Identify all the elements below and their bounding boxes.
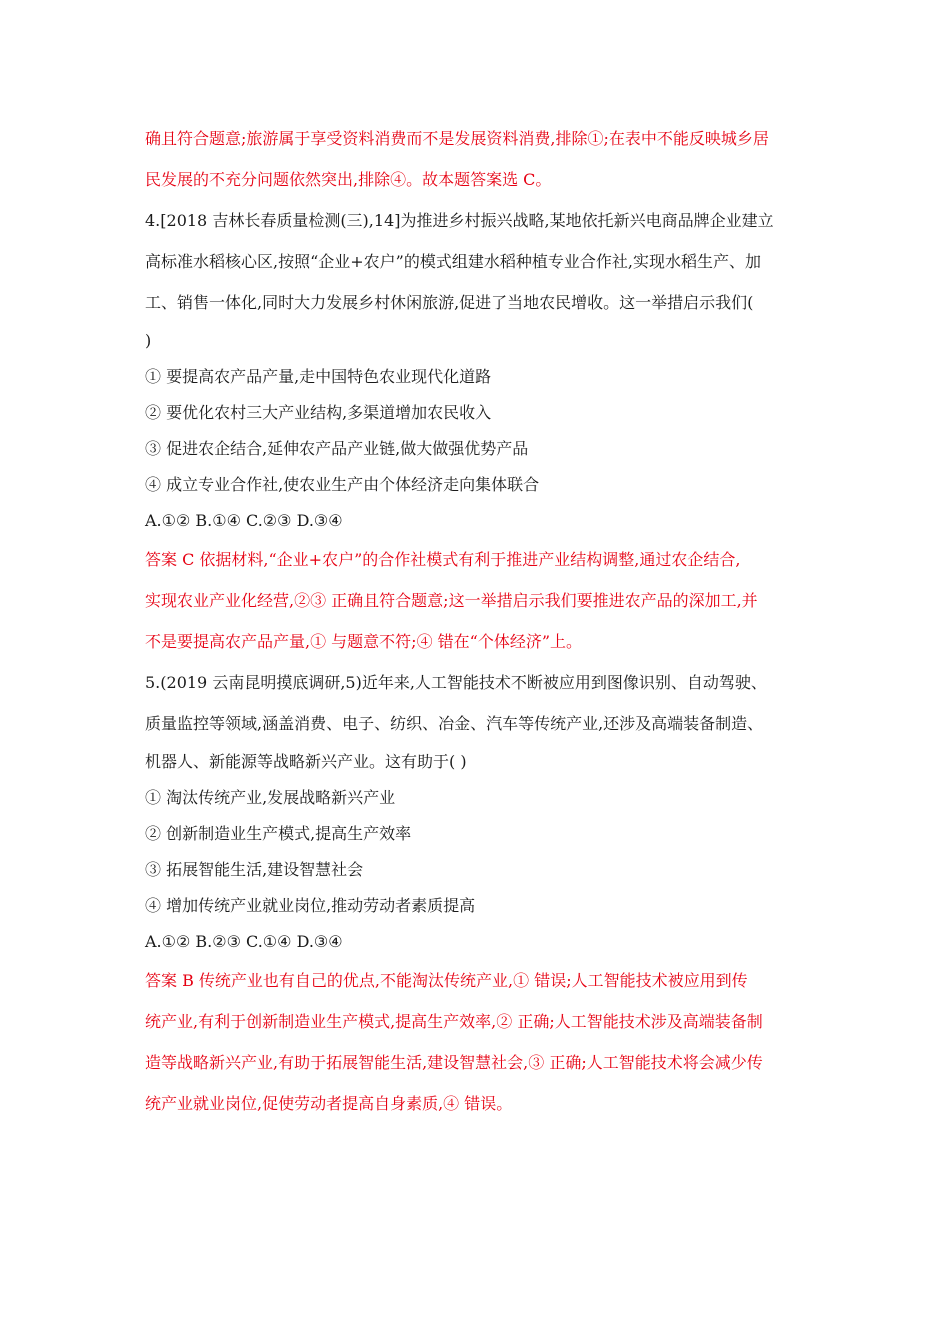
- q4-option-1: ① 要提高农产品产量,走中国特色农业现代化道路: [145, 367, 492, 386]
- q4-option-3: ③ 促进农企结合,延伸农产品产业链,做大做强优势产品: [145, 439, 529, 458]
- q4-option-4: ④ 成立专业合作社,使农业生产由个体经济走向集体联合: [145, 475, 540, 494]
- q5-answer-line-1: 答案 B 传统产业也有自己的优点,不能淘汰传统产业,① 错误;人工智能技术被应用到传: [145, 971, 748, 990]
- q5-stem-line-2: 质量监控等领域,涵盖消费、电子、纺织、冶金、汽车等传统产业,还涉及高端装备制造、: [145, 714, 764, 733]
- q4-option-2: ② 要优化农村三大产业结构,多渠道增加农民收入: [145, 403, 492, 422]
- q5-answer-line-3: 造等战略新兴产业,有助于拓展智能生活,建设智慧社会,③ 正确;人工智能技术将会减少传: [145, 1053, 763, 1072]
- q5-option-4: ④ 增加传统产业就业岗位,推动劳动者素质提高: [145, 896, 476, 915]
- q5-choices: A.①② B.②③ C.①④ D.③④: [145, 932, 343, 951]
- q4-stem-line-2: 高标准水稻核心区,按照“企业+农户”的模式组建水稻种植专业合作社,实现水稻生产、加: [145, 252, 761, 271]
- q4-answer-line-1: 答案 C 依据材料,“企业+农户”的合作社模式有利于推进产业结构调整,通过农企结合,: [145, 550, 741, 569]
- q4-stem-line-3: 工、销售一体化,同时大力发展乡村休闲旅游,促进了当地农民增收。这一举措启示我们(: [145, 293, 754, 312]
- q4-answer-line-3: 不是要提高农产品产量,① 与题意不符;④ 错在“个体经济”上。: [145, 632, 583, 651]
- q5-option-1: ① 淘汰传统产业,发展战略新兴产业: [145, 788, 396, 807]
- q5-answer-line-2: 统产业,有利于创新制造业生产模式,提高生产效率,② 正确;人工智能技术涉及高端装备制: [145, 1012, 763, 1031]
- q5-option-2: ② 创新制造业生产模式,提高生产效率: [145, 824, 412, 843]
- q4-stem-line-4: ): [145, 331, 152, 350]
- q5-answer-line-4: 统产业就业岗位,促使劳动者提高自身素质,④ 错误。: [145, 1094, 513, 1113]
- intro-answer-line-1: 确且符合题意;旅游属于享受资料消费而不是发展资料消费,排除①;在表中不能反映城乡居: [145, 129, 769, 148]
- q4-choices: A.①② B.①④ C.②③ D.③④: [145, 511, 343, 530]
- q4-answer-line-2: 实现农业产业化经营,②③ 正确且符合题意;这一举措启示我们要推进农产品的深加工,并: [145, 591, 758, 610]
- q5-stem-line-3: 机器人、新能源等战略新兴产业。这有助于( ): [145, 752, 467, 771]
- q5-option-3: ③ 拓展智能生活,建设智慧社会: [145, 860, 364, 879]
- q5-stem-line-1: 5.(2019 云南昆明摸底调研,5)近年来,人工智能技术不断被应用到图像识别、自动驾驶、: [145, 673, 767, 692]
- intro-answer-line-2: 民发展的不充分问题依然突出,排除④。故本题答案选 C。: [145, 170, 552, 189]
- q4-stem-line-1: 4.[2018 吉林长春质量检测(三),14]为推进乡村振兴战略,某地依托新兴电商品牌企业建立: [145, 211, 774, 230]
- document-page: [145, 122, 805, 1124]
